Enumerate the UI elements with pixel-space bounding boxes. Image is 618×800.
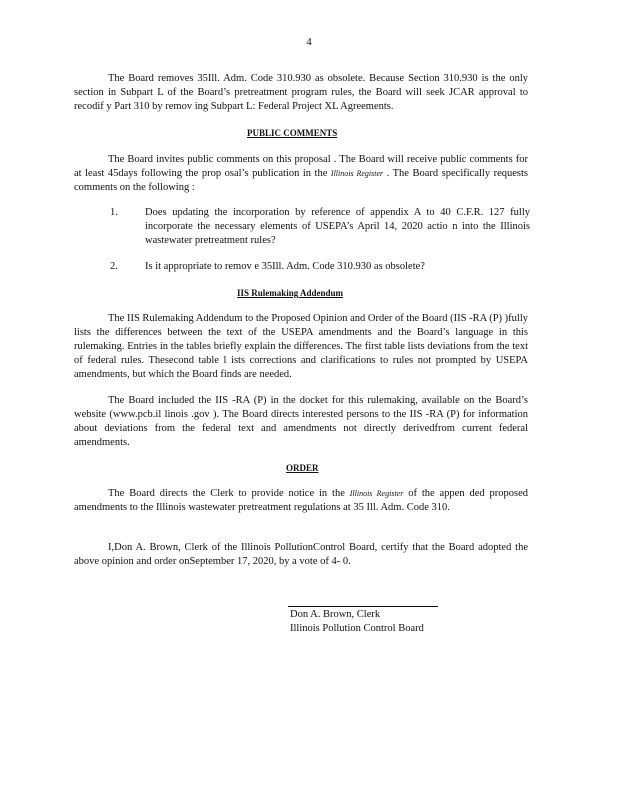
paragraph-remove-section [74,72,528,114]
list-item [0,206,618,246]
iis-text: The IIS Rulemaking Addendum to the Proposed Opinion and Order of the Board (IIS -RA (P) )fully lists the differences between the text of the USEPA amendments and the Board’s language in this rulemaking. Entries in the tables briefly explain the differences. The first table lists deviations from the text of federal rules. Thesecond table l ists corrections and clarifications to rules not prompted by USEPA amendments, but which the Board finds are needed. [74,313,528,380]
heading-order: ORDER [286,463,319,473]
list-item-text: Is it appropriate to remov e 35Ill. Adm. Code 310.930 as obsolete? [145,261,425,272]
paragraph-order [74,487,528,515]
list-item [0,260,618,274]
certify-text: I,Don A. Brown, Clerk of the Illinois PollutionControl Board, certify that the Board adopted the above opinion and order onSeptember 17, 2020, by a vote of 4- 0. [74,542,528,567]
signature-name: Don A. Brown, Clerk [290,609,381,620]
list-item-number: 1. [110,207,118,218]
list-item-number: 2. [110,261,118,272]
page-number: 4 [306,36,312,48]
illinois-register-italic: Illinois Register [349,489,404,498]
paragraph-certify [74,541,528,569]
paragraph-iis-addendum [74,312,528,382]
signature-organization: Illinois Pollution Control Board [290,623,424,634]
list-item-text: Does updating the incorporation by reference of appendix A to 40 C.F.R. 127 fully incorporate the necessary elements of USEPA’s April 14, 2020 actio n into the Illinois wastewater pretreatment rules? [145,207,530,246]
included-text: The Board included the IIS -RA (P) in the docket for this rulemaking, available on the Board’s website (www.pcb.il linois .gov ). The Board directs interested persons to the IIS -RA (P) for information about deviations from the federal text and amendments not directly derivedfrom current federal amendments. [74,395,528,448]
heading-public-comments: PUBLIC COMMENTS [247,128,338,138]
invites-text-b: . The Board specifically requests comments on the following : [74,168,528,193]
invites-text-a: The Board invites public comments on this proposal . The Board will receive public comments for at least 45days following the prop osal’s publication in the [74,154,528,179]
signature-line [288,606,438,607]
paragraph-remove-text: The Board removes 35Ill. Adm. Code 310.930 as obsolete. Because Section 310.930 is the only section in Subpart L of the Board’s pretreatment program rules, the Board will seek JCAR approval to recodif y Part 310 by remov ing Subpart L: Federal Project XL Agreements. [74,73,528,112]
order-text-b: of the appen ded proposed amendments to the Illinois wastewater pretreatment regulations at 35 Ill. Adm. Code 310. [74,488,528,513]
paragraph-board-included [74,394,528,450]
illinois-register-italic: Illinois Register [330,169,384,178]
paragraph-invites-comments [74,153,528,195]
order-text-a: The Board directs the Clerk to provide notice in the [108,488,350,499]
heading-iis-addendum: IIS Rulemaking Addendum [237,288,344,298]
